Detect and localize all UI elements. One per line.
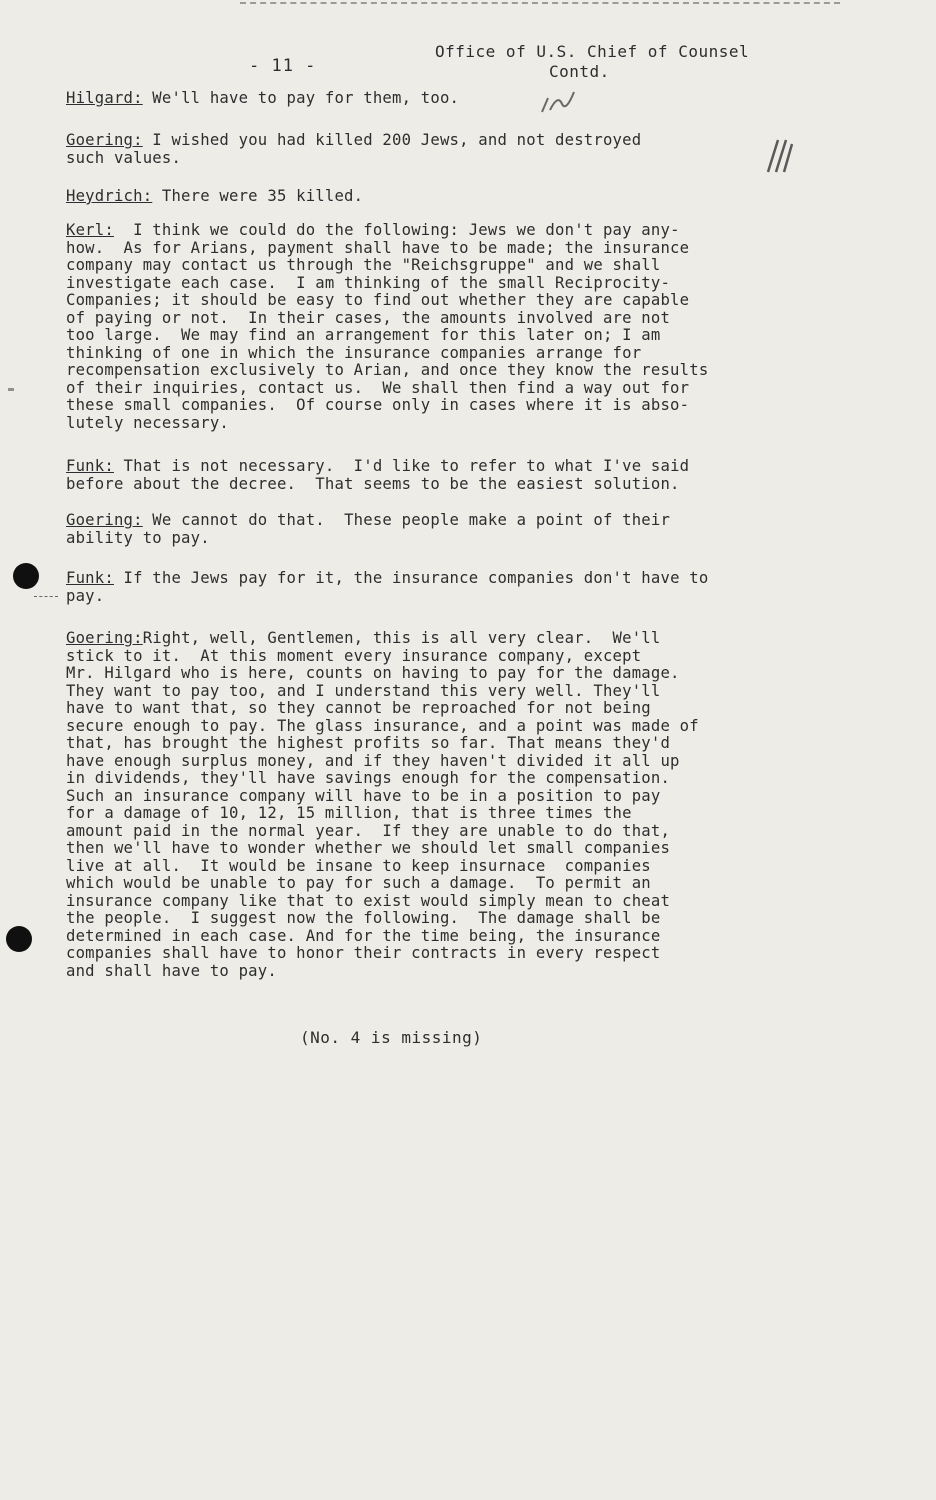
paragraph-goering-2 — [66, 512, 856, 547]
handwritten-slash-mark — [764, 136, 794, 176]
paragraph-kerl-1 — [66, 222, 856, 432]
speaker-name: Goering: — [66, 629, 143, 647]
closing-note: (No. 4 is missing) — [300, 1028, 483, 1047]
paragraph-hilgard-1 — [66, 90, 856, 108]
speaker-name: Funk: — [66, 569, 114, 587]
speaker-name: Hilgard: — [66, 89, 143, 107]
paragraph-heydrich-1 — [66, 188, 856, 206]
speaker-name: Heydrich: — [66, 187, 153, 205]
speaker-name: Kerl: — [66, 221, 114, 239]
paragraph-funk-2 — [66, 570, 856, 605]
office-line-2: Contd. — [549, 62, 610, 81]
speaker-name: Goering: — [66, 511, 143, 529]
office-line-1: Office of U.S. Chief of Counsel — [435, 42, 750, 61]
paragraph-goering-1 — [66, 132, 856, 167]
paragraph-funk-1 — [66, 458, 856, 493]
office-header — [435, 42, 749, 82]
page-number: - 11 - — [249, 56, 317, 76]
paragraph-text: Right, well, Gentlemen, this is all very clear. We'll stick to it. At this moment every insurance company, except Mr. Hilgard who is here, counts on having to pay for the damage. They want to pay too, and I understand this very well. They'll have to want that, so they cannot be reproached for not being secure enough to pay. The glass insurance, and a point was made of that, has brought the highest profits so far. That means they'd have enough surplus money, and if they haven't divided it all up in dividends, they'll have savings enough for the compensation. Such an insurance company will have to be in a position to pay for a damage of 10, 12, 15 million, that is three times the amount paid in the normal year. If they are unable to do that, then we'll have to wonder whether we should let small companies live at all. It would be insane to keep insurnace companies which would be unable to pay for such a damage. To permit an insurance company like that to exist would simply mean to cheat the people. I suggest now the following. The damage shall be determined in each case. And for the time being, the insurance companies shall have to honor their contracts in every respect and shall have to pay. — [66, 629, 699, 980]
margin-tick-mark — [8, 388, 14, 391]
speaker-name: Funk: — [66, 457, 114, 475]
paragraph-text: We cannot do that. These people make a point of their ability to pay. — [66, 511, 671, 547]
paragraph-text: We'll have to pay for them, too. — [142, 89, 460, 107]
speaker-name: Goering: — [66, 131, 143, 149]
paragraph-goering-3 — [66, 630, 856, 980]
top-edge-mark — [240, 2, 840, 10]
paragraph-text: I think we could do the following: Jews we don't pay any- how. As for Arians, payment shall have to be made; the insurance company may contact us through the "Reichsgruppe" and we shall investigate each case. I am thinking of the small Reciprocity- Companies; it should be easy to find out whether they are capable of paying or not. In their cases, the amounts involved are not too large. We may find an arrangement for this later on; I am thinking of one in which the insurance companies arrange for recompensation exclusively to Arian, and once they know the results of their inquiries, contact us. We shall then find a way out for these small companies. Of course only in cases where it is abso- lutely necessary. — [66, 221, 709, 432]
binder-hole — [6, 926, 32, 952]
binder-hole — [13, 563, 39, 589]
paragraph-text: That is not necessary. I'd like to refer to what I've said before about the decree. That seems to be the easiest solution. — [66, 457, 690, 493]
margin-dash-mark — [34, 596, 58, 597]
paragraph-text: I wished you had killed 200 Jews, and not destroyed such values. — [66, 131, 642, 167]
paragraph-text: There were 35 killed. — [152, 187, 364, 205]
paragraph-text: If the Jews pay for it, the insurance companies don't have to pay. — [66, 569, 709, 605]
handwritten-check-mark — [540, 90, 580, 120]
